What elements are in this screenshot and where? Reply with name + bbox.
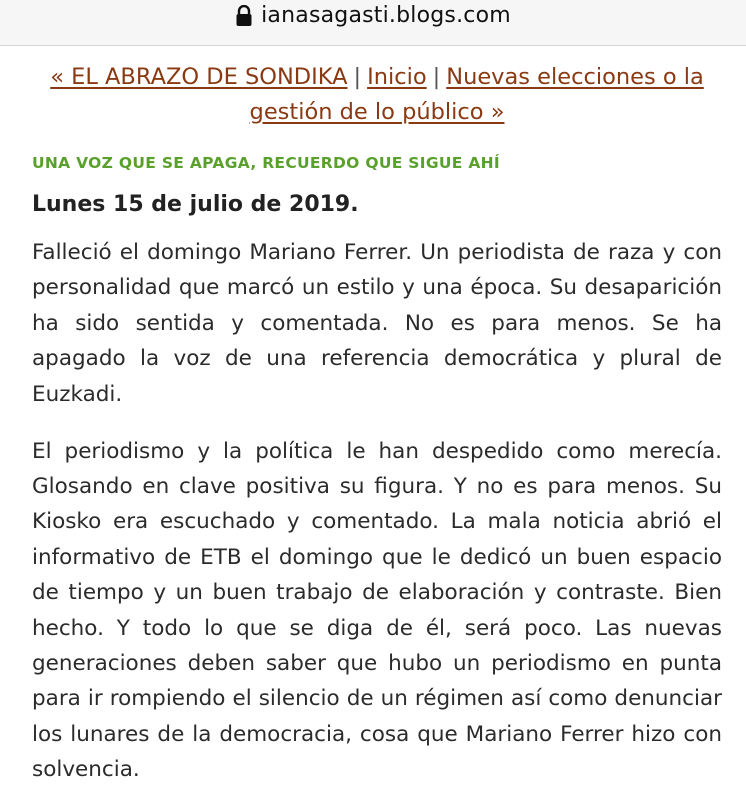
previous-post-link[interactable]: « EL ABRAZO DE SONDIKA bbox=[50, 64, 348, 90]
next-post-link[interactable]: Nuevas elecciones o la gestión de lo público » bbox=[249, 64, 704, 125]
nav-separator: | bbox=[353, 64, 362, 90]
post-navigation bbox=[32, 60, 722, 130]
post-title: UNA VOZ QUE SE APAGA, RECUERDO QUE SIGUE AHÍ bbox=[32, 154, 500, 172]
post-date: Lunes 15 de julio de 2019. bbox=[32, 192, 359, 217]
nav-separator: | bbox=[432, 64, 441, 90]
url-display[interactable] bbox=[235, 3, 511, 28]
browser-address-bar[interactable] bbox=[0, 0, 746, 46]
url-text: ianasagasti.blogs.com bbox=[261, 3, 511, 28]
post-paragraph: El periodismo y la política le han despedido como merecía. Glosando en clave positiva su figura. Y no es para menos. Su Kiosko era escuchado y comentado. La mala noticia abrió el informativo de ETB el domingo que le dedicó un buen espacio de tiempo y un buen trabajo de elaboración y contraste. Bien hecho. Y todo lo que se diga de él, será poco. Las nuevas generaciones deben saber que hubo un periodismo en punta para ir rompiendo el silencio de un régimen así como denunciar los lunares de la democracia, cosa que Mariano Ferrer hizo con solvencia. bbox=[32, 438, 722, 783]
blog-post bbox=[32, 60, 722, 809]
post-paragraph: Falleció el domingo Mariano Ferrer. Un periodista de raza y con personalidad que marcó un estilo y una época. Su desaparición ha sido sentida y comentada. No es para menos. Se ha apagado la voz de una referencia democrática y plural de Euzkadi. bbox=[32, 240, 722, 407]
lock-icon bbox=[235, 5, 253, 27]
home-link[interactable]: Inicio bbox=[367, 64, 427, 90]
